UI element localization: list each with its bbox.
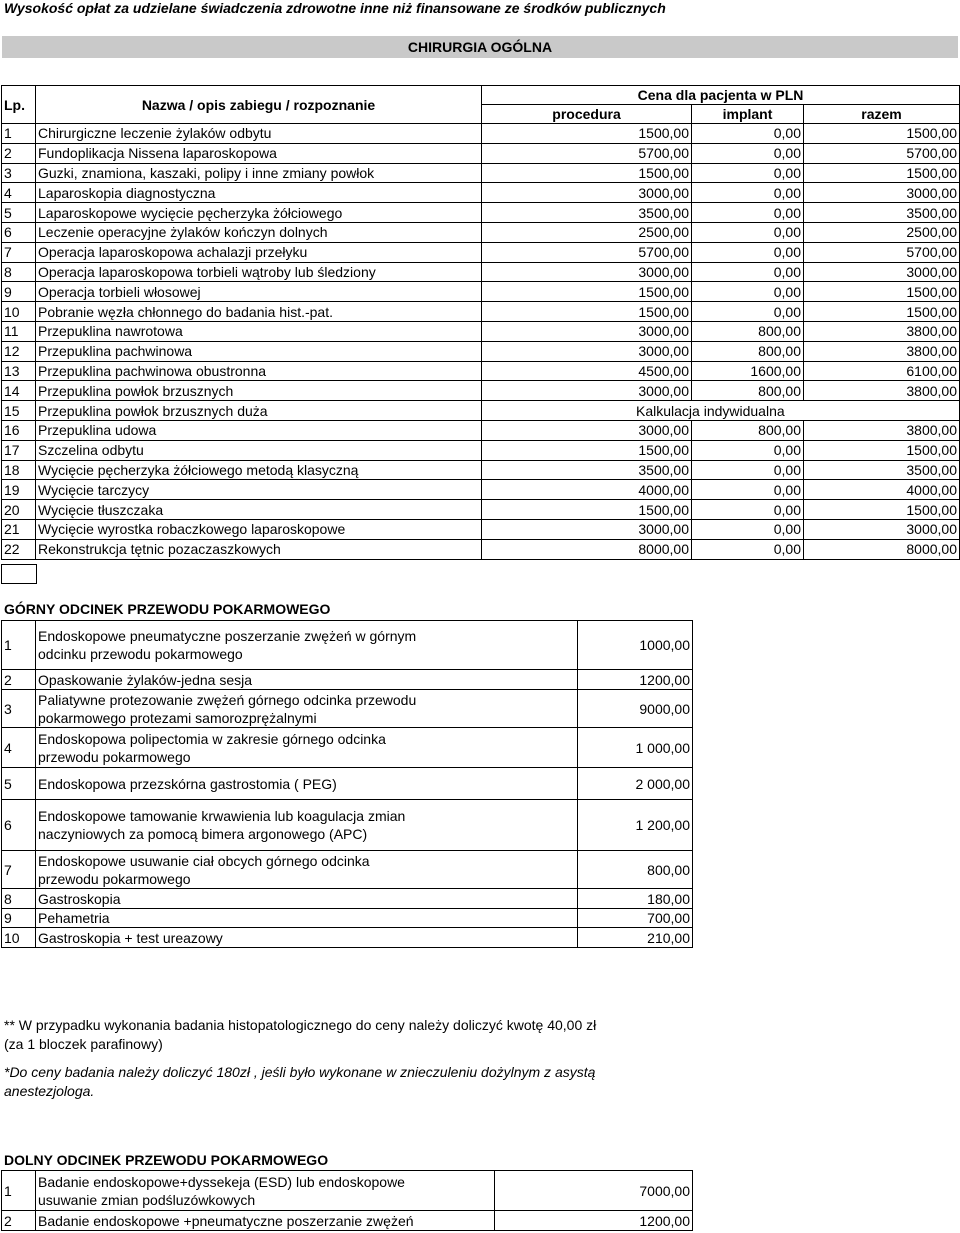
table-row bbox=[2, 183, 960, 203]
row-name: Laparoskopia diagnostyczna bbox=[36, 183, 482, 203]
row-lp: 16 bbox=[2, 420, 36, 440]
table-row bbox=[2, 909, 693, 928]
row-name: Laparoskopowe wycięcie pęcherzyka żółciowego bbox=[36, 203, 482, 223]
row-name-line1: Endoskopowa polipectomia w zakresie górnego odcinka bbox=[38, 730, 386, 747]
row-implant: 0,00 bbox=[692, 302, 804, 322]
row-implant: 0,00 bbox=[692, 500, 804, 520]
row-lp: 11 bbox=[2, 321, 36, 341]
table-row bbox=[2, 341, 960, 361]
lower-gi-heading: DOLNY ODCINEK PRZEWODU POKARMOWEGO bbox=[4, 1152, 329, 1168]
note-anesthesia bbox=[4, 1063, 595, 1101]
row-name bbox=[36, 800, 578, 851]
row-name: Przepuklina nawrotowa bbox=[36, 321, 482, 341]
row-razem: 3500,00 bbox=[804, 460, 960, 480]
table-row bbox=[2, 401, 960, 421]
row-lp: 18 bbox=[2, 460, 36, 480]
row-name bbox=[36, 670, 578, 690]
row-implant: 0,00 bbox=[692, 539, 804, 559]
table-row bbox=[2, 420, 960, 440]
table-row bbox=[2, 928, 693, 948]
row-price: 7000,00 bbox=[495, 1171, 693, 1211]
row-lp: 5 bbox=[2, 768, 36, 800]
row-name bbox=[36, 728, 578, 768]
row-razem: 1500,00 bbox=[804, 124, 960, 144]
row-procedura: 5700,00 bbox=[482, 242, 692, 262]
row-implant: 0,00 bbox=[692, 183, 804, 203]
row-name: Wycięcie wyrostka robaczkowego laparoskopowe bbox=[36, 519, 482, 539]
note-histopathology-line1: ** W przypadku wykonania badania histopatologicznego do ceny należy doliczyć kwotę 40,00 zł bbox=[4, 1017, 597, 1033]
row-razem: 3800,00 bbox=[804, 420, 960, 440]
note-histopathology bbox=[4, 1016, 596, 1054]
row-lp: 14 bbox=[2, 381, 36, 401]
row-procedura: 4500,00 bbox=[482, 361, 692, 381]
row-razem: 3800,00 bbox=[804, 321, 960, 341]
lower-gi-table bbox=[1, 1170, 693, 1231]
row-price: 1 000,00 bbox=[578, 728, 693, 768]
row-lp: 10 bbox=[2, 928, 36, 948]
table-row bbox=[2, 1171, 693, 1211]
row-name bbox=[36, 1211, 495, 1231]
row-razem: 3500,00 bbox=[804, 203, 960, 223]
row-name-line1: Endoskopowe pneumatyczne poszerzanie zwężeń w górnym bbox=[38, 628, 417, 644]
row-procedura: 3500,00 bbox=[482, 203, 692, 223]
row-procedura: 1500,00 bbox=[482, 500, 692, 520]
row-razem: 4000,00 bbox=[804, 480, 960, 500]
row-razem: 1500,00 bbox=[804, 302, 960, 322]
row-name: Wycięcie tłuszczaka bbox=[36, 500, 482, 520]
row-name-line2: odcinku przewodu pokarmowego bbox=[38, 646, 243, 662]
row-name: Chirurgiczne leczenie żylaków odbytu bbox=[36, 124, 482, 144]
upper-gi-table bbox=[1, 620, 693, 948]
row-price: 1200,00 bbox=[578, 670, 693, 690]
row-lp: 15 bbox=[2, 401, 36, 421]
row-razem: 6100,00 bbox=[804, 361, 960, 381]
row-name-line1: Endoskopowa przezskórna gastrostomia ( PEG) bbox=[38, 775, 337, 792]
col-header-implant: implant bbox=[692, 105, 804, 124]
row-name: Przepuklina pachwinowa obustronna bbox=[36, 361, 482, 381]
row-merged-price: Kalkulacja indywidualna bbox=[482, 401, 960, 421]
row-name-line2: przewodu pokarmowego bbox=[38, 870, 191, 887]
row-implant: 0,00 bbox=[692, 480, 804, 500]
row-razem: 3800,00 bbox=[804, 381, 960, 401]
table-row bbox=[2, 889, 693, 909]
note-anesthesia-line2: anestezjologa. bbox=[4, 1083, 95, 1099]
row-lp: 2 bbox=[2, 670, 36, 690]
row-name: Leczenie operacyjne żylaków kończyn dolnych bbox=[36, 222, 482, 242]
row-name-line2: pokarmowego protezami samorozprężalnymi bbox=[38, 709, 317, 726]
row-razem: 2500,00 bbox=[804, 222, 960, 242]
table-row bbox=[2, 361, 960, 381]
row-price: 2 000,00 bbox=[578, 768, 693, 800]
row-lp: 6 bbox=[2, 800, 36, 851]
row-lp: 1 bbox=[2, 621, 36, 670]
row-procedura: 3000,00 bbox=[482, 420, 692, 440]
row-procedura: 3000,00 bbox=[482, 341, 692, 361]
row-procedura: 1500,00 bbox=[482, 282, 692, 302]
col-header-razem: razem bbox=[804, 105, 960, 124]
row-lp: 9 bbox=[2, 909, 36, 928]
page-title: Wysokość opłat za udzielane świadczenia zdrowotne inne niż finansowane ze środków publicznych bbox=[4, 0, 666, 16]
row-implant: 0,00 bbox=[692, 440, 804, 460]
table-row bbox=[2, 851, 693, 889]
row-name bbox=[36, 621, 578, 670]
row-lp: 20 bbox=[2, 500, 36, 520]
row-name bbox=[36, 768, 578, 800]
row-price: 210,00 bbox=[578, 928, 693, 948]
row-name: Wycięcie pęcherzyka żółciowego metodą klasyczną bbox=[36, 460, 482, 480]
row-implant: 0,00 bbox=[692, 519, 804, 539]
row-price: 1 200,00 bbox=[578, 800, 693, 851]
row-implant: 800,00 bbox=[692, 321, 804, 341]
row-implant: 1600,00 bbox=[692, 361, 804, 381]
row-razem: 3000,00 bbox=[804, 519, 960, 539]
row-implant: 0,00 bbox=[692, 163, 804, 183]
table-row bbox=[2, 222, 960, 242]
row-name: Szczelina odbytu bbox=[36, 440, 482, 460]
row-lp: 3 bbox=[2, 163, 36, 183]
row-name-line1: Gastroskopia + test ureazowy bbox=[38, 929, 223, 946]
row-name-line1: Endoskopowe usuwanie ciał obcych górnego odcinka bbox=[38, 852, 370, 869]
row-price: 700,00 bbox=[578, 909, 693, 928]
row-name: Pobranie węzła chłonnego do badania hist.-pat. bbox=[36, 302, 482, 322]
row-razem: 1500,00 bbox=[804, 282, 960, 302]
row-procedura: 3000,00 bbox=[482, 183, 692, 203]
row-procedura: 1500,00 bbox=[482, 440, 692, 460]
section-band bbox=[2, 36, 958, 58]
row-price: 1000,00 bbox=[578, 621, 693, 670]
row-procedura: 3000,00 bbox=[482, 321, 692, 341]
row-name-line1: Endoskopowe tamowanie krwawienia lub koagulacja zmian bbox=[38, 808, 406, 824]
row-razem: 1500,00 bbox=[804, 500, 960, 520]
row-name: Operacja torbieli włosowej bbox=[36, 282, 482, 302]
col-header-price-group: Cena dla pacjenta w PLN bbox=[482, 86, 960, 105]
row-lp: 5 bbox=[2, 203, 36, 223]
table-row bbox=[2, 124, 960, 144]
row-procedura: 1500,00 bbox=[482, 163, 692, 183]
row-razem: 3000,00 bbox=[804, 183, 960, 203]
row-implant: 0,00 bbox=[692, 222, 804, 242]
row-price: 1200,00 bbox=[495, 1211, 693, 1231]
row-implant: 0,00 bbox=[692, 143, 804, 163]
row-lp: 2 bbox=[2, 143, 36, 163]
row-name: Przepuklina powłok brzusznych duża bbox=[36, 401, 482, 421]
row-procedura: 5700,00 bbox=[482, 143, 692, 163]
row-name-line1: Badanie endoskopowe+dyssekeja (ESD) lub endoskopowe bbox=[38, 1173, 405, 1190]
row-name-line2: usuwanie zmian podśluzówkowych bbox=[38, 1191, 256, 1208]
price-table bbox=[1, 85, 960, 560]
row-lp: 4 bbox=[2, 183, 36, 203]
row-lp: 21 bbox=[2, 519, 36, 539]
row-name-line2: naczyniowych za pomocą bimera argonowego (APC) bbox=[38, 826, 368, 842]
row-procedura: 3000,00 bbox=[482, 262, 692, 282]
table-row bbox=[2, 670, 693, 690]
row-name bbox=[36, 1171, 495, 1211]
table-row bbox=[2, 1211, 693, 1231]
row-razem: 5700,00 bbox=[804, 242, 960, 262]
row-razem: 3800,00 bbox=[804, 341, 960, 361]
upper-gi-heading: GÓRNY ODCINEK PRZEWODU POKARMOWEGO bbox=[4, 601, 331, 617]
table-row bbox=[2, 519, 960, 539]
table-row bbox=[2, 440, 960, 460]
row-lp: 13 bbox=[2, 361, 36, 381]
row-razem: 1500,00 bbox=[804, 440, 960, 460]
table-row bbox=[2, 768, 693, 800]
row-lp: 9 bbox=[2, 282, 36, 302]
row-procedura: 3000,00 bbox=[482, 519, 692, 539]
row-name-line1: Opaskowanie żylaków-jedna sesja bbox=[38, 671, 252, 688]
row-procedura: 1500,00 bbox=[482, 302, 692, 322]
row-razem: 3000,00 bbox=[804, 262, 960, 282]
table-row bbox=[2, 242, 960, 262]
row-name-line2: przewodu pokarmowego bbox=[38, 748, 191, 765]
row-lp: 8 bbox=[2, 262, 36, 282]
row-name-line1: Pehametria bbox=[38, 910, 110, 926]
row-name-line1: Badanie endoskopowe +pneumatyczne poszerzanie zwężeń bbox=[38, 1212, 414, 1229]
row-name: Guzki, znamiona, kaszaki, polipy i inne zmiany powłok bbox=[36, 163, 482, 183]
table-row bbox=[2, 690, 693, 728]
row-implant: 0,00 bbox=[692, 203, 804, 223]
table-row bbox=[2, 500, 960, 520]
row-lp: 7 bbox=[2, 851, 36, 889]
row-procedura: 3500,00 bbox=[482, 460, 692, 480]
row-implant: 800,00 bbox=[692, 381, 804, 401]
row-price: 800,00 bbox=[578, 851, 693, 889]
row-procedura: 8000,00 bbox=[482, 539, 692, 559]
row-procedura: 2500,00 bbox=[482, 222, 692, 242]
row-name-line1: Paliatywne protezowanie zwężeń górnego odcinka przewodu bbox=[38, 691, 417, 708]
table-row bbox=[2, 539, 960, 559]
row-lp: 17 bbox=[2, 440, 36, 460]
table-row bbox=[2, 143, 960, 163]
row-name bbox=[36, 889, 578, 909]
row-lp: 7 bbox=[2, 242, 36, 262]
row-name: Wycięcie tarczycy bbox=[36, 480, 482, 500]
row-implant: 0,00 bbox=[692, 262, 804, 282]
row-name: Przepuklina pachwinowa bbox=[36, 341, 482, 361]
col-header-procedura: procedura bbox=[482, 105, 692, 124]
row-razem: 8000,00 bbox=[804, 539, 960, 559]
row-name: Przepuklina udowa bbox=[36, 420, 482, 440]
table-row bbox=[2, 460, 960, 480]
row-lp: 10 bbox=[2, 302, 36, 322]
row-implant: 0,00 bbox=[692, 460, 804, 480]
table-row bbox=[2, 800, 693, 851]
row-name bbox=[36, 928, 578, 948]
table-row bbox=[2, 302, 960, 322]
row-lp: 12 bbox=[2, 341, 36, 361]
row-name: Rekonstrukcja tętnic pozaczaszkowych bbox=[36, 539, 482, 559]
section-title: CHIRURGIA OGÓLNA bbox=[407, 39, 553, 55]
row-name bbox=[36, 851, 578, 889]
row-lp: 4 bbox=[2, 728, 36, 768]
table-row bbox=[2, 163, 960, 183]
row-procedura: 1500,00 bbox=[482, 124, 692, 144]
row-lp: 19 bbox=[2, 480, 36, 500]
table-row bbox=[2, 262, 960, 282]
row-lp: 8 bbox=[2, 889, 36, 909]
row-lp: 3 bbox=[2, 690, 36, 728]
table-row bbox=[2, 728, 693, 768]
row-name: Operacja laparoskopowa torbieli wątroby lub śledziony bbox=[36, 262, 482, 282]
row-name bbox=[36, 690, 578, 728]
row-procedura: 4000,00 bbox=[482, 480, 692, 500]
row-lp: 6 bbox=[2, 222, 36, 242]
note-anesthesia-line1: *Do ceny badania należy doliczyć 180zł , jeśli było wykonane w znieczuleniu dożylnym z asystą bbox=[4, 1064, 596, 1080]
col-header-name: Nazwa / opis zabiegu / rozpoznanie bbox=[36, 86, 482, 124]
row-implant: 0,00 bbox=[692, 282, 804, 302]
row-name-line1: Gastroskopia bbox=[38, 890, 121, 907]
row-name bbox=[36, 909, 578, 928]
table-row bbox=[2, 621, 693, 670]
row-lp: 1 bbox=[2, 124, 36, 144]
row-implant: 800,00 bbox=[692, 341, 804, 361]
row-name: Operacja laparoskopowa achalazji przełyku bbox=[36, 242, 482, 262]
table-row bbox=[2, 203, 960, 223]
table-row bbox=[2, 480, 960, 500]
table-row bbox=[2, 321, 960, 341]
row-procedura: 3000,00 bbox=[482, 381, 692, 401]
row-price: 180,00 bbox=[578, 889, 693, 909]
row-name: Fundoplikacja Nissena laparoskopowa bbox=[36, 143, 482, 163]
row-implant: 800,00 bbox=[692, 420, 804, 440]
col-header-lp: Lp. bbox=[2, 86, 36, 124]
table-row bbox=[2, 282, 960, 302]
row-implant: 0,00 bbox=[692, 124, 804, 144]
note-histopathology-line2: (za 1 bloczek parafinowy) bbox=[4, 1036, 163, 1052]
row-lp: 2 bbox=[2, 1211, 36, 1231]
row-razem: 5700,00 bbox=[804, 143, 960, 163]
table-row bbox=[2, 381, 960, 401]
row-implant: 0,00 bbox=[692, 242, 804, 262]
row-name: Przepuklina powłok brzusznych bbox=[36, 381, 482, 401]
row-lp: 22 bbox=[2, 539, 36, 559]
row-razem: 1500,00 bbox=[804, 163, 960, 183]
empty-cell bbox=[1, 564, 37, 584]
row-price: 9000,00 bbox=[578, 690, 693, 728]
row-lp: 1 bbox=[2, 1171, 36, 1211]
